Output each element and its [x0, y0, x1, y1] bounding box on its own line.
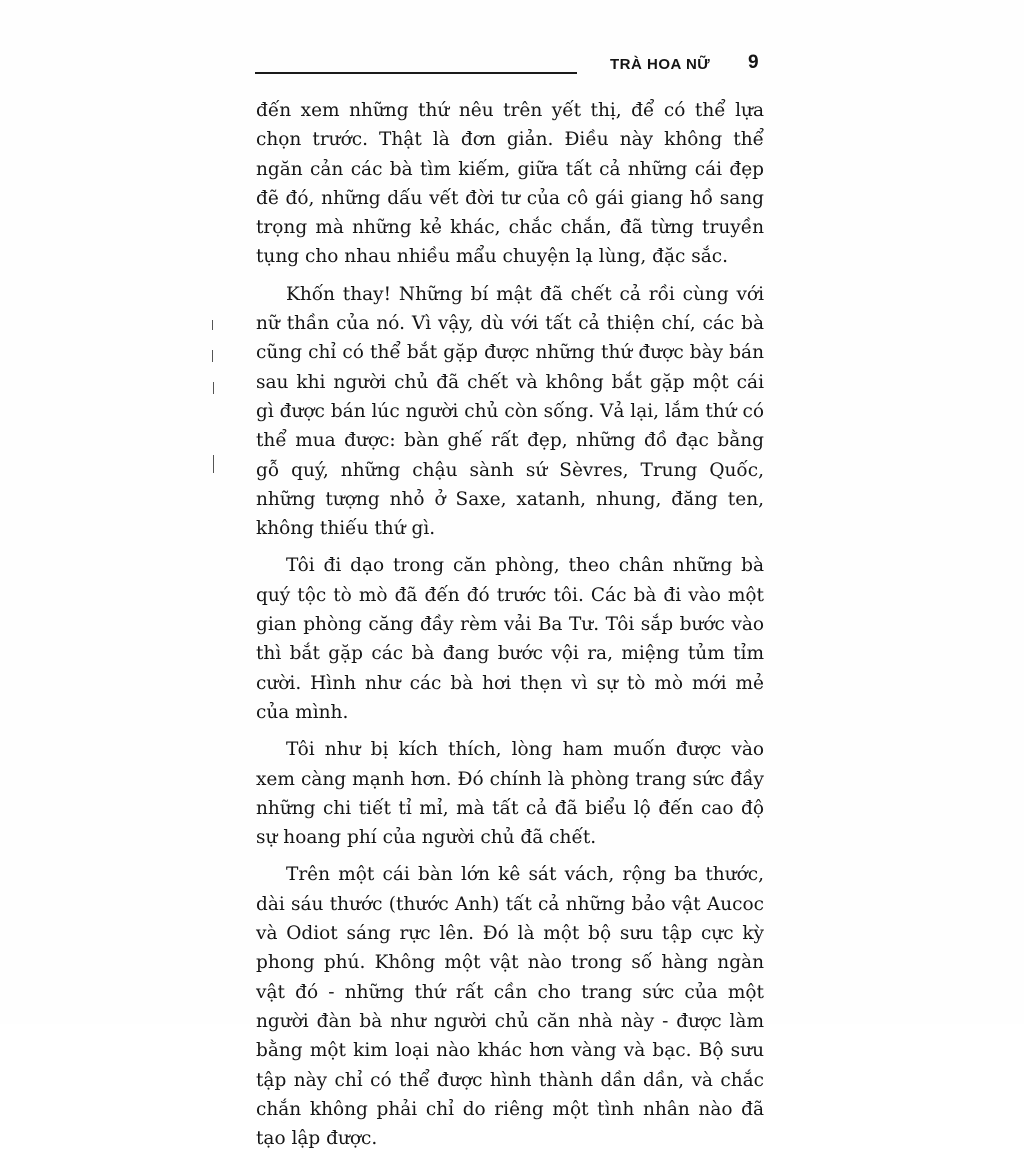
page-number: 9 — [748, 52, 759, 73]
paragraph: Tôi đi dạo trong căn phòng, theo chân những bà quý tộc tò mò đã đến đó trước tôi. Các bà đi vào một gian phòng căng đầy rèm vải Ba Tư. Tôi sắp bước vào thì bắt gặp các bà đang bước vội ra, miệng tủm tỉm cười. Hình như các bà hơi thẹn vì sự tò mò mới mẻ của mình. — [256, 555, 764, 723]
margin-marks — [210, 320, 216, 490]
header-rule — [255, 72, 577, 74]
paragraph: Tôi như bị kích thích, lòng ham muốn được vào xem càng mạnh hơn. Đó chính là phòng trang sức đầy những chi tiết tỉ mỉ, mà tất cả đã biểu lộ đến cao độ sự hoang phí của người chủ đã chết. — [256, 739, 764, 849]
paragraph: đến xem những thứ nêu trên yết thị, để có thể lựa chọn trước. Thật là đơn giản. Điều này không thể ngăn cản các bà tìm kiếm, giữa tất cả những cái đẹp đẽ đó, những dấu vết đời tư của cô gái giang hồ sang trọng mà những kẻ khác, chắc chắn, đã từng truyền tụng cho nhau nhiều mẩu chuyện lạ lùng, đặc sắc. — [256, 100, 764, 268]
page-header — [255, 52, 765, 82]
running-title: TRÀ HOA NỮ — [610, 56, 711, 73]
body-text — [256, 96, 764, 1161]
paragraph: Khốn thay! Những bí mật đã chết cả rồi cùng với nữ thần của nó. Vì vậy, dù với tất cả thiện chí, các bà cũng chỉ có thể bắt gặp được những thứ được bày bán sau khi người chủ đã chết và không bắt gặp một cái gì được bán lúc người chủ còn sống. Vả lại, lắm thứ có thể mua được: bàn ghế rất đẹp, những đồ đạc bằng gỗ quý, những chậu sành sứ Sèvres, Trung Quốc, những tượng nhỏ ở Saxe, xatanh, nhung, đăng ten, không thiếu thứ gì. — [256, 283, 764, 540]
paragraph: Trên một cái bàn lớn kê sát vách, rộng ba thước, dài sáu thước (thước Anh) tất cả những bảo vật Aucoc và Odiot sáng rực lên. Đó là một bộ sưu tập cực kỳ phong phú. Không một vật nào trong số hàng ngàn vật đó - những thứ rất cần cho trang sức của một người đàn bà như người chủ căn nhà này - được làm bằng một kim loại nào khác hơn vàng và bạc. Bộ sưu tập này chỉ có thể được hình thành dần dần, và chắc chắn không phải chỉ do riêng một tình nhân nào đã tạo lập được. — [256, 864, 764, 1150]
